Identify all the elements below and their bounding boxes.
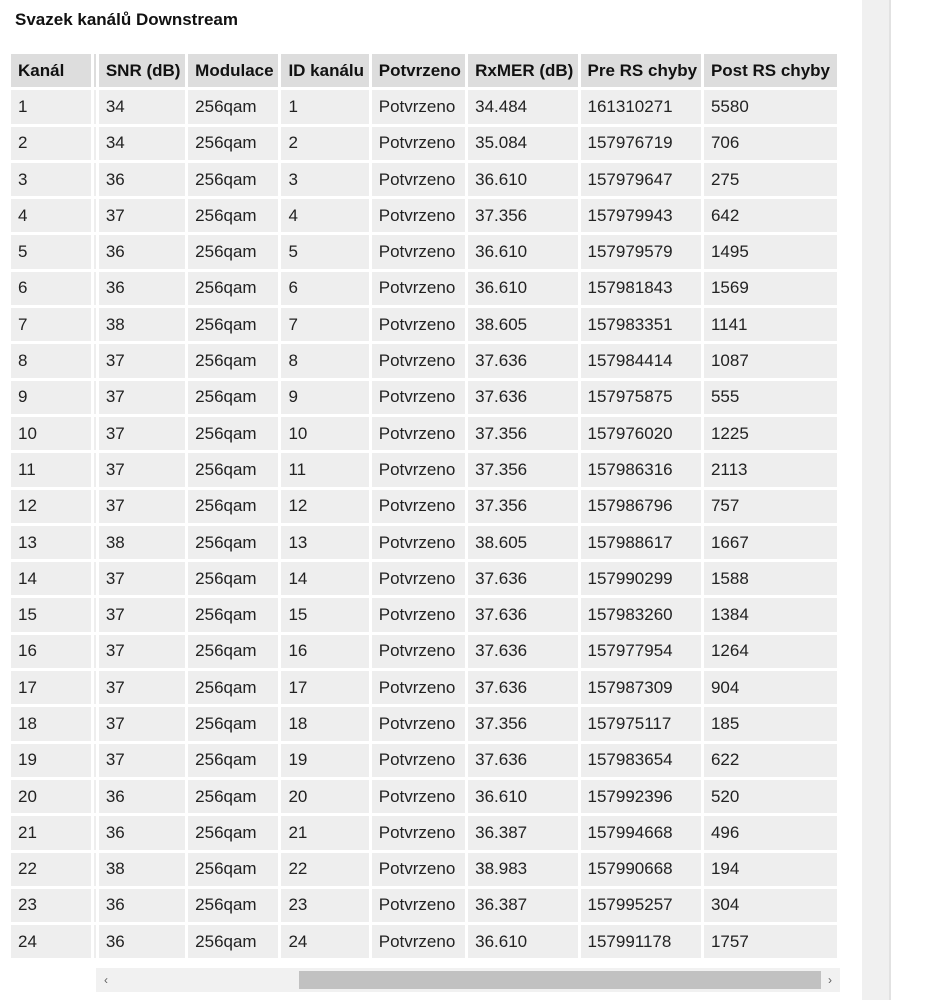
cell-locked: Potvrzeno: [372, 780, 465, 813]
cell-post-rs-errors: 757: [704, 490, 837, 523]
cell-gap: [94, 163, 96, 196]
cell-modulation: 256qam: [188, 925, 278, 958]
cell-pre-rs-errors: 157975875: [581, 381, 701, 414]
cell-snr: 38: [99, 526, 185, 559]
table-row: [11, 671, 837, 704]
cell-pre-rs-errors: 157986316: [581, 453, 701, 486]
cell-channel-id: 5: [281, 235, 368, 268]
table-row: [11, 635, 837, 668]
cell-channel: 24: [11, 925, 91, 958]
cell-channel: 6: [11, 272, 91, 305]
cell-snr: 37: [99, 562, 185, 595]
window-divider: [889, 0, 891, 1000]
cell-modulation: 256qam: [188, 780, 278, 813]
cell-snr: 36: [99, 816, 185, 849]
table-row: [11, 526, 837, 559]
table-row: [11, 816, 837, 849]
cell-gap: [94, 90, 96, 123]
cell-rxmer: 36.610: [468, 925, 577, 958]
cell-modulation: 256qam: [188, 598, 278, 631]
cell-post-rs-errors: 1588: [704, 562, 837, 595]
cell-channel: 13: [11, 526, 91, 559]
cell-modulation: 256qam: [188, 490, 278, 523]
cell-pre-rs-errors: 157975117: [581, 707, 701, 740]
cell-channel: 4: [11, 199, 91, 232]
cell-rxmer: 36.610: [468, 163, 577, 196]
table-body: [11, 90, 837, 958]
table-row: [11, 308, 837, 341]
table-row: [11, 272, 837, 305]
cell-snr: 36: [99, 163, 185, 196]
cell-channel: 15: [11, 598, 91, 631]
cell-snr: 37: [99, 453, 185, 486]
scroll-left-arrow-icon[interactable]: ‹: [104, 973, 108, 987]
cell-locked: Potvrzeno: [372, 671, 465, 704]
cell-snr: 37: [99, 381, 185, 414]
table-row: [11, 163, 837, 196]
cell-post-rs-errors: 1384: [704, 598, 837, 631]
cell-post-rs-errors: 1264: [704, 635, 837, 668]
cell-modulation: 256qam: [188, 163, 278, 196]
cell-channel-id: 10: [281, 417, 368, 450]
cell-rxmer: 37.356: [468, 707, 577, 740]
header-pre-rs-errors: Pre RS chyby: [581, 54, 701, 87]
cell-gap: [94, 308, 96, 341]
cell-gap: [94, 925, 96, 958]
cell-channel: 7: [11, 308, 91, 341]
cell-pre-rs-errors: 157991178: [581, 925, 701, 958]
cell-post-rs-errors: 555: [704, 381, 837, 414]
cell-pre-rs-errors: 157988617: [581, 526, 701, 559]
cell-rxmer: 36.387: [468, 816, 577, 849]
cell-channel: 9: [11, 381, 91, 414]
cell-gap: [94, 381, 96, 414]
cell-post-rs-errors: 1087: [704, 344, 837, 377]
scroll-right-arrow-icon[interactable]: ›: [828, 973, 832, 987]
cell-channel-id: 19: [281, 744, 368, 777]
cell-locked: Potvrzeno: [372, 925, 465, 958]
cell-locked: Potvrzeno: [372, 707, 465, 740]
cell-rxmer: 38.605: [468, 308, 577, 341]
cell-locked: Potvrzeno: [372, 889, 465, 922]
table-row: [11, 381, 837, 414]
cell-rxmer: 34.484: [468, 90, 577, 123]
cell-gap: [94, 526, 96, 559]
cell-modulation: 256qam: [188, 127, 278, 160]
cell-locked: Potvrzeno: [372, 853, 465, 886]
cell-gap: [94, 562, 96, 595]
cell-post-rs-errors: 1495: [704, 235, 837, 268]
cell-snr: 36: [99, 780, 185, 813]
cell-modulation: 256qam: [188, 707, 278, 740]
cell-channel: 8: [11, 344, 91, 377]
cell-post-rs-errors: 1667: [704, 526, 837, 559]
cell-channel-id: 4: [281, 199, 368, 232]
cell-post-rs-errors: 622: [704, 744, 837, 777]
cell-modulation: 256qam: [188, 235, 278, 268]
cell-channel: 18: [11, 707, 91, 740]
scrollbar-thumb[interactable]: [299, 971, 821, 989]
cell-channel-id: 15: [281, 598, 368, 631]
cell-channel: 22: [11, 853, 91, 886]
table-row: [11, 490, 837, 523]
cell-locked: Potvrzeno: [372, 90, 465, 123]
cell-rxmer: 37.636: [468, 344, 577, 377]
cell-rxmer: 38.605: [468, 526, 577, 559]
cell-rxmer: 37.636: [468, 598, 577, 631]
cell-pre-rs-errors: 157995257: [581, 889, 701, 922]
cell-channel-id: 3: [281, 163, 368, 196]
cell-pre-rs-errors: 157983351: [581, 308, 701, 341]
cell-gap: [94, 707, 96, 740]
cell-gap: [94, 417, 96, 450]
cell-snr: 36: [99, 272, 185, 305]
cell-modulation: 256qam: [188, 562, 278, 595]
table-row: [11, 127, 837, 160]
cell-locked: Potvrzeno: [372, 490, 465, 523]
cell-rxmer: 37.356: [468, 199, 577, 232]
cell-gap: [94, 744, 96, 777]
header-modulation: Modulace: [188, 54, 278, 87]
cell-locked: Potvrzeno: [372, 635, 465, 668]
cell-snr: 36: [99, 889, 185, 922]
cell-gap: [94, 635, 96, 668]
cell-rxmer: 37.636: [468, 671, 577, 704]
cell-pre-rs-errors: 157990299: [581, 562, 701, 595]
cell-rxmer: 37.356: [468, 453, 577, 486]
cell-rxmer: 36.610: [468, 780, 577, 813]
table-row: [11, 707, 837, 740]
cell-modulation: 256qam: [188, 526, 278, 559]
downstream-channel-table: [11, 54, 840, 961]
cell-locked: Potvrzeno: [372, 453, 465, 486]
header-channel: Kanál: [11, 54, 91, 87]
cell-locked: Potvrzeno: [372, 272, 465, 305]
table-row: [11, 562, 837, 595]
cell-channel: 3: [11, 163, 91, 196]
cell-locked: Potvrzeno: [372, 381, 465, 414]
cell-channel-id: 17: [281, 671, 368, 704]
cell-post-rs-errors: 496: [704, 816, 837, 849]
cell-pre-rs-errors: 157976020: [581, 417, 701, 450]
cell-gap: [94, 199, 96, 232]
cell-locked: Potvrzeno: [372, 526, 465, 559]
table-row: [11, 199, 837, 232]
cell-channel: 23: [11, 889, 91, 922]
cell-rxmer: 35.084: [468, 127, 577, 160]
cell-modulation: 256qam: [188, 308, 278, 341]
cell-rxmer: 37.636: [468, 744, 577, 777]
cell-snr: 38: [99, 308, 185, 341]
cell-channel: 12: [11, 490, 91, 523]
header-gap: [94, 54, 96, 87]
cell-locked: Potvrzeno: [372, 308, 465, 341]
cell-channel-id: 13: [281, 526, 368, 559]
cell-gap: [94, 780, 96, 813]
cell-channel-id: 18: [281, 707, 368, 740]
cell-rxmer: 37.636: [468, 562, 577, 595]
cell-snr: 37: [99, 417, 185, 450]
cell-snr: 37: [99, 744, 185, 777]
cell-snr: 37: [99, 344, 185, 377]
cell-channel-id: 11: [281, 453, 368, 486]
cell-modulation: 256qam: [188, 744, 278, 777]
cell-gap: [94, 235, 96, 268]
cell-modulation: 256qam: [188, 90, 278, 123]
cell-gap: [94, 490, 96, 523]
cell-channel: 2: [11, 127, 91, 160]
cell-locked: Potvrzeno: [372, 744, 465, 777]
cell-channel-id: 7: [281, 308, 368, 341]
cell-gap: [94, 453, 96, 486]
cell-post-rs-errors: 1141: [704, 308, 837, 341]
cell-post-rs-errors: 1569: [704, 272, 837, 305]
cell-pre-rs-errors: 157983260: [581, 598, 701, 631]
cell-channel-id: 1: [281, 90, 368, 123]
table-row: [11, 417, 837, 450]
cell-snr: 37: [99, 671, 185, 704]
cell-snr: 38: [99, 853, 185, 886]
cell-channel-id: 2: [281, 127, 368, 160]
cell-post-rs-errors: 706: [704, 127, 837, 160]
cell-locked: Potvrzeno: [372, 562, 465, 595]
cell-snr: 37: [99, 707, 185, 740]
cell-snr: 37: [99, 490, 185, 523]
cell-modulation: 256qam: [188, 199, 278, 232]
cell-channel: 10: [11, 417, 91, 450]
cell-rxmer: 37.356: [468, 490, 577, 523]
cell-gap: [94, 671, 96, 704]
table-row: [11, 453, 837, 486]
cell-pre-rs-errors: 157979943: [581, 199, 701, 232]
cell-channel: 21: [11, 816, 91, 849]
cell-rxmer: 37.636: [468, 381, 577, 414]
cell-pre-rs-errors: 157976719: [581, 127, 701, 160]
cell-rxmer: 37.356: [468, 417, 577, 450]
header-snr: SNR (dB): [99, 54, 185, 87]
cell-rxmer: 36.387: [468, 889, 577, 922]
cell-modulation: 256qam: [188, 853, 278, 886]
cell-snr: 34: [99, 127, 185, 160]
cell-locked: Potvrzeno: [372, 344, 465, 377]
cell-channel: 19: [11, 744, 91, 777]
cell-post-rs-errors: 194: [704, 853, 837, 886]
cell-post-rs-errors: 1225: [704, 417, 837, 450]
cell-pre-rs-errors: 157986796: [581, 490, 701, 523]
cell-pre-rs-errors: 157987309: [581, 671, 701, 704]
table-row: [11, 925, 837, 958]
cell-pre-rs-errors: 157983654: [581, 744, 701, 777]
cell-modulation: 256qam: [188, 272, 278, 305]
cell-snr: 36: [99, 235, 185, 268]
cell-post-rs-errors: 1757: [704, 925, 837, 958]
table-row: [11, 235, 837, 268]
cell-channel: 16: [11, 635, 91, 668]
header-rxmer: RxMER (dB): [468, 54, 577, 87]
cell-gap: [94, 127, 96, 160]
cell-gap: [94, 344, 96, 377]
cell-channel-id: 24: [281, 925, 368, 958]
cell-rxmer: 36.610: [468, 272, 577, 305]
cell-modulation: 256qam: [188, 889, 278, 922]
header-post-rs-errors: Post RS chyby: [704, 54, 837, 87]
cell-pre-rs-errors: 157984414: [581, 344, 701, 377]
table-row: [11, 780, 837, 813]
cell-pre-rs-errors: 157979579: [581, 235, 701, 268]
cell-post-rs-errors: 275: [704, 163, 837, 196]
header-locked: Potvrzeno: [372, 54, 465, 87]
cell-post-rs-errors: 304: [704, 889, 837, 922]
cell-channel: 11: [11, 453, 91, 486]
cell-post-rs-errors: 185: [704, 707, 837, 740]
cell-snr: 36: [99, 925, 185, 958]
cell-locked: Potvrzeno: [372, 127, 465, 160]
cell-pre-rs-errors: 157979647: [581, 163, 701, 196]
table-scroll-container[interactable]: [11, 54, 840, 962]
cell-channel-id: 6: [281, 272, 368, 305]
cell-modulation: 256qam: [188, 816, 278, 849]
cell-pre-rs-errors: 157994668: [581, 816, 701, 849]
header-channel-id: ID kanálu: [281, 54, 368, 87]
cell-modulation: 256qam: [188, 671, 278, 704]
cell-post-rs-errors: 5580: [704, 90, 837, 123]
cell-locked: Potvrzeno: [372, 816, 465, 849]
cell-gap: [94, 889, 96, 922]
cell-snr: 37: [99, 199, 185, 232]
cell-gap: [94, 853, 96, 886]
cell-rxmer: 37.636: [468, 635, 577, 668]
cell-pre-rs-errors: 157992396: [581, 780, 701, 813]
cell-gap: [94, 598, 96, 631]
cell-snr: 34: [99, 90, 185, 123]
cell-snr: 37: [99, 598, 185, 631]
page-title: Svazek kanálů Downstream: [15, 10, 238, 29]
cell-modulation: 256qam: [188, 381, 278, 414]
cell-pre-rs-errors: 157981843: [581, 272, 701, 305]
table-row: [11, 889, 837, 922]
cell-modulation: 256qam: [188, 453, 278, 486]
table-row: [11, 344, 837, 377]
cell-channel-id: 16: [281, 635, 368, 668]
cell-locked: Potvrzeno: [372, 417, 465, 450]
cell-pre-rs-errors: 161310271: [581, 90, 701, 123]
horizontal-scrollbar[interactable]: [96, 968, 840, 992]
cell-post-rs-errors: 904: [704, 671, 837, 704]
table-row: [11, 90, 837, 123]
cell-modulation: 256qam: [188, 344, 278, 377]
cell-pre-rs-errors: 157990668: [581, 853, 701, 886]
cell-channel-id: 8: [281, 344, 368, 377]
table-header-row: [11, 54, 837, 87]
cell-channel: 1: [11, 90, 91, 123]
cell-channel: 5: [11, 235, 91, 268]
cell-pre-rs-errors: 157977954: [581, 635, 701, 668]
cell-channel-id: 12: [281, 490, 368, 523]
cell-snr: 37: [99, 635, 185, 668]
cell-locked: Potvrzeno: [372, 598, 465, 631]
table-row: [11, 744, 837, 777]
cell-rxmer: 38.983: [468, 853, 577, 886]
cell-channel-id: 14: [281, 562, 368, 595]
cell-locked: Potvrzeno: [372, 235, 465, 268]
cell-channel-id: 21: [281, 816, 368, 849]
cell-channel: 20: [11, 780, 91, 813]
cell-post-rs-errors: 2113: [704, 453, 837, 486]
cell-modulation: 256qam: [188, 417, 278, 450]
cell-post-rs-errors: 520: [704, 780, 837, 813]
cell-gap: [94, 816, 96, 849]
cell-gap: [94, 272, 96, 305]
cell-channel-id: 23: [281, 889, 368, 922]
cell-locked: Potvrzeno: [372, 199, 465, 232]
cell-channel: 17: [11, 671, 91, 704]
cell-modulation: 256qam: [188, 635, 278, 668]
table-row: [11, 598, 837, 631]
cell-rxmer: 36.610: [468, 235, 577, 268]
cell-post-rs-errors: 642: [704, 199, 837, 232]
cell-channel-id: 20: [281, 780, 368, 813]
cell-channel: 14: [11, 562, 91, 595]
cell-locked: Potvrzeno: [372, 163, 465, 196]
cell-channel-id: 22: [281, 853, 368, 886]
table-row: [11, 853, 837, 886]
cell-channel-id: 9: [281, 381, 368, 414]
vertical-scrollbar-track[interactable]: [862, 0, 890, 1000]
